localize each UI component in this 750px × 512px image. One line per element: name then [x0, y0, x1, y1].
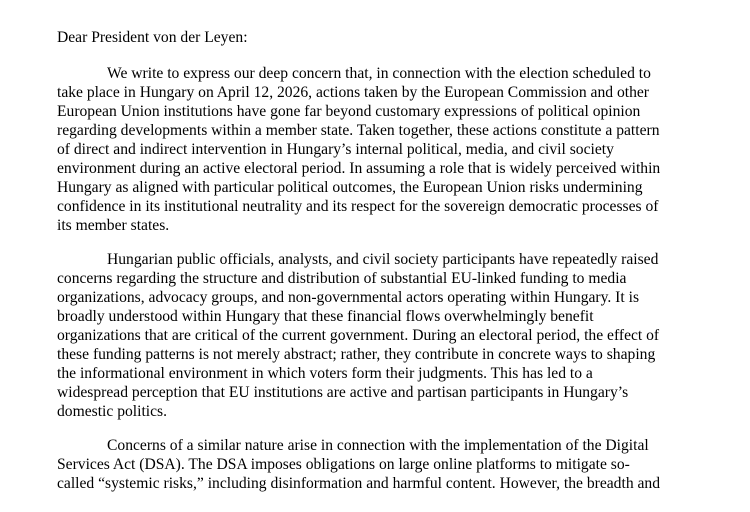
letter-line: its member states.: [57, 217, 170, 234]
paragraph-3: [57, 436, 717, 493]
letter-line: Services Act (DSA). The DSA imposes obligations on large online platforms to mitigate so-: [57, 456, 630, 473]
letter-line: Hungarian public officials, analysts, and civil society participants have repeatedly raised: [107, 251, 659, 268]
letter-line: Concerns of a similar nature arise in connection with the implementation of the Digital: [107, 437, 649, 454]
letter-line: regarding developments within a member state. Taken together, these actions constitute a pattern: [57, 122, 660, 139]
letter-line: We write to express our deep concern that, in connection with the election scheduled to: [107, 65, 651, 82]
letter-line: broadly understood within Hungary that these financial flows overwhelmingly benefit: [57, 308, 594, 325]
salutation: Dear President von der Leyen:: [57, 29, 248, 46]
letter-line: concerns regarding the structure and distribution of substantial EU-linked funding to media: [57, 270, 627, 287]
paragraph-1: [57, 64, 717, 235]
letter-line: called “systemic risks,” including disinformation and harmful content. However, the breadth and: [57, 475, 661, 492]
letter-line: organizations that are critical of the current government. During an electoral period, the effect of: [57, 327, 660, 344]
letter-line: organizations, advocacy groups, and non-governmental actors operating within Hungary. It is: [57, 289, 640, 306]
letter-line: widespread perception that EU institutions are active and partisan participants in Hungary’s: [57, 384, 629, 401]
letter-line: the informational environment in which voters form their judgments. This has led to a: [57, 365, 593, 382]
letter-body: [57, 28, 717, 508]
letter-line: take place in Hungary on April 12, 2026, actions taken by the European Commission and other: [57, 84, 649, 101]
letter-line: domestic politics.: [57, 403, 168, 420]
paragraph-2: [57, 250, 717, 421]
letter-line: these funding patterns is not merely abstract; rather, they contribute in concrete ways to shaping: [57, 346, 656, 363]
letter-line: environment during an active electoral period. In assuming a role that is widely perceived within: [57, 160, 661, 177]
letter-line: of direct and indirect intervention in Hungary’s internal political, media, and civil society: [57, 141, 614, 158]
letter-line: Hungary as aligned with particular political outcomes, the European Union risks undermining: [57, 179, 643, 196]
letter-line: confidence in its institutional neutrality and its respect for the sovereign democratic processes of: [57, 198, 659, 215]
letter-line: European Union institutions have gone far beyond customary expressions of political opinion: [57, 103, 641, 120]
